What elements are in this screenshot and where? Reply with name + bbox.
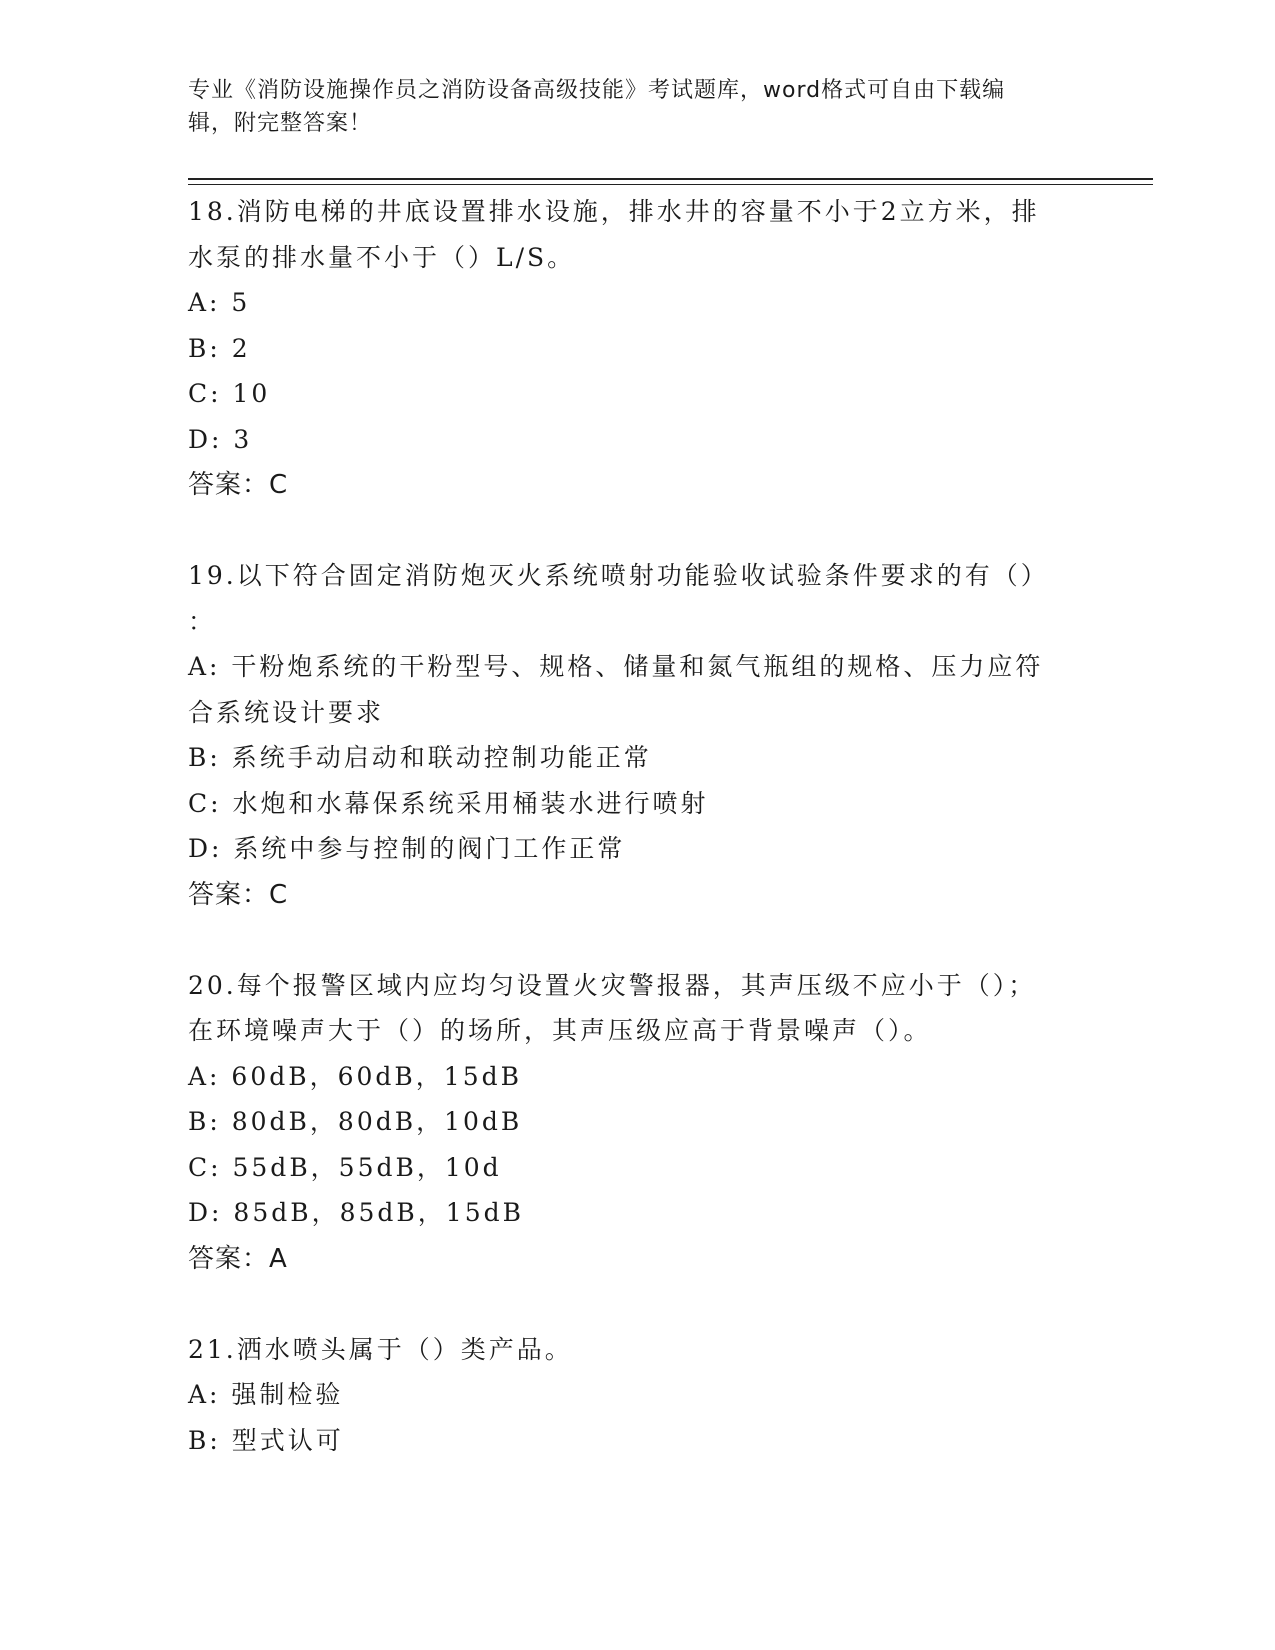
option-a: A: 强制检验: [188, 1380, 344, 1409]
option-a: A: 干粉炮系统的干粉型号、规格、储量和氮气瓶组的规格、压力应符: [188, 652, 1044, 681]
question-18: [188, 189, 1088, 508]
header-line-1: 专业《消防设施操作员之消防设备高级技能》考试题库，word格式可自由下载编: [188, 78, 1006, 103]
option-b: B: 80dB，80dB，10dB: [188, 1107, 523, 1136]
question-19: [188, 553, 1088, 918]
header-divider-thin: [188, 184, 1153, 185]
question-list: [188, 189, 1088, 1508]
question-stem-line: 18.消防电梯的井底设置排水设施，排水井的容量不小于2立方米，排: [188, 197, 1040, 226]
option-c: C: 水炮和水幕保系统采用桶装水进行喷射: [188, 788, 709, 818]
question-20: [188, 963, 1088, 1282]
option-d: D: 3: [188, 424, 253, 454]
option-d: D: 系统中参与控制的阀门工作正常: [188, 834, 626, 863]
question-stem-line: 20.每个报警区域内应均匀设置火灾警报器，其声压级不应小于（）；: [188, 970, 1037, 1000]
question-stem-line: 水泵的排水量不小于（）L/S。: [188, 242, 576, 272]
question-21: [188, 1327, 1088, 1464]
option-b: B: 系统手动启动和联动控制功能正常: [188, 743, 652, 772]
option-c: C: 55dB，55dB，10d: [188, 1152, 502, 1182]
answer-line: 答案：C: [188, 879, 289, 910]
answer-line: 答案：A: [188, 1243, 288, 1274]
question-stem-line: ：: [188, 606, 217, 636]
option-b: B: 型式认可: [188, 1425, 344, 1455]
question-stem-line: 21.洒水喷头属于（）类产品。: [188, 1334, 573, 1364]
option-d: D: 85dB，85dB，15dB: [188, 1198, 524, 1227]
document-header: [188, 74, 1068, 140]
answer-line: 答案：C: [188, 470, 289, 500]
option-b: B: 2: [188, 333, 251, 363]
option-a-continued: 合系统设计要求: [188, 697, 385, 727]
question-stem-line: 在环境噪声大于（）的场所，其声压级应高于背景噪声（）。: [188, 1016, 932, 1045]
question-stem-line: 19.以下符合固定消防炮灭火系统喷射功能验收试验条件要求的有（）: [188, 561, 1049, 590]
header-line-2: 辑，附完整答案！: [188, 111, 373, 136]
option-a: A: 5: [188, 288, 251, 317]
header-divider-thick: [188, 178, 1153, 180]
option-a: A: 60dB，60dB，15dB: [188, 1061, 522, 1091]
option-c: C: 10: [188, 379, 271, 408]
